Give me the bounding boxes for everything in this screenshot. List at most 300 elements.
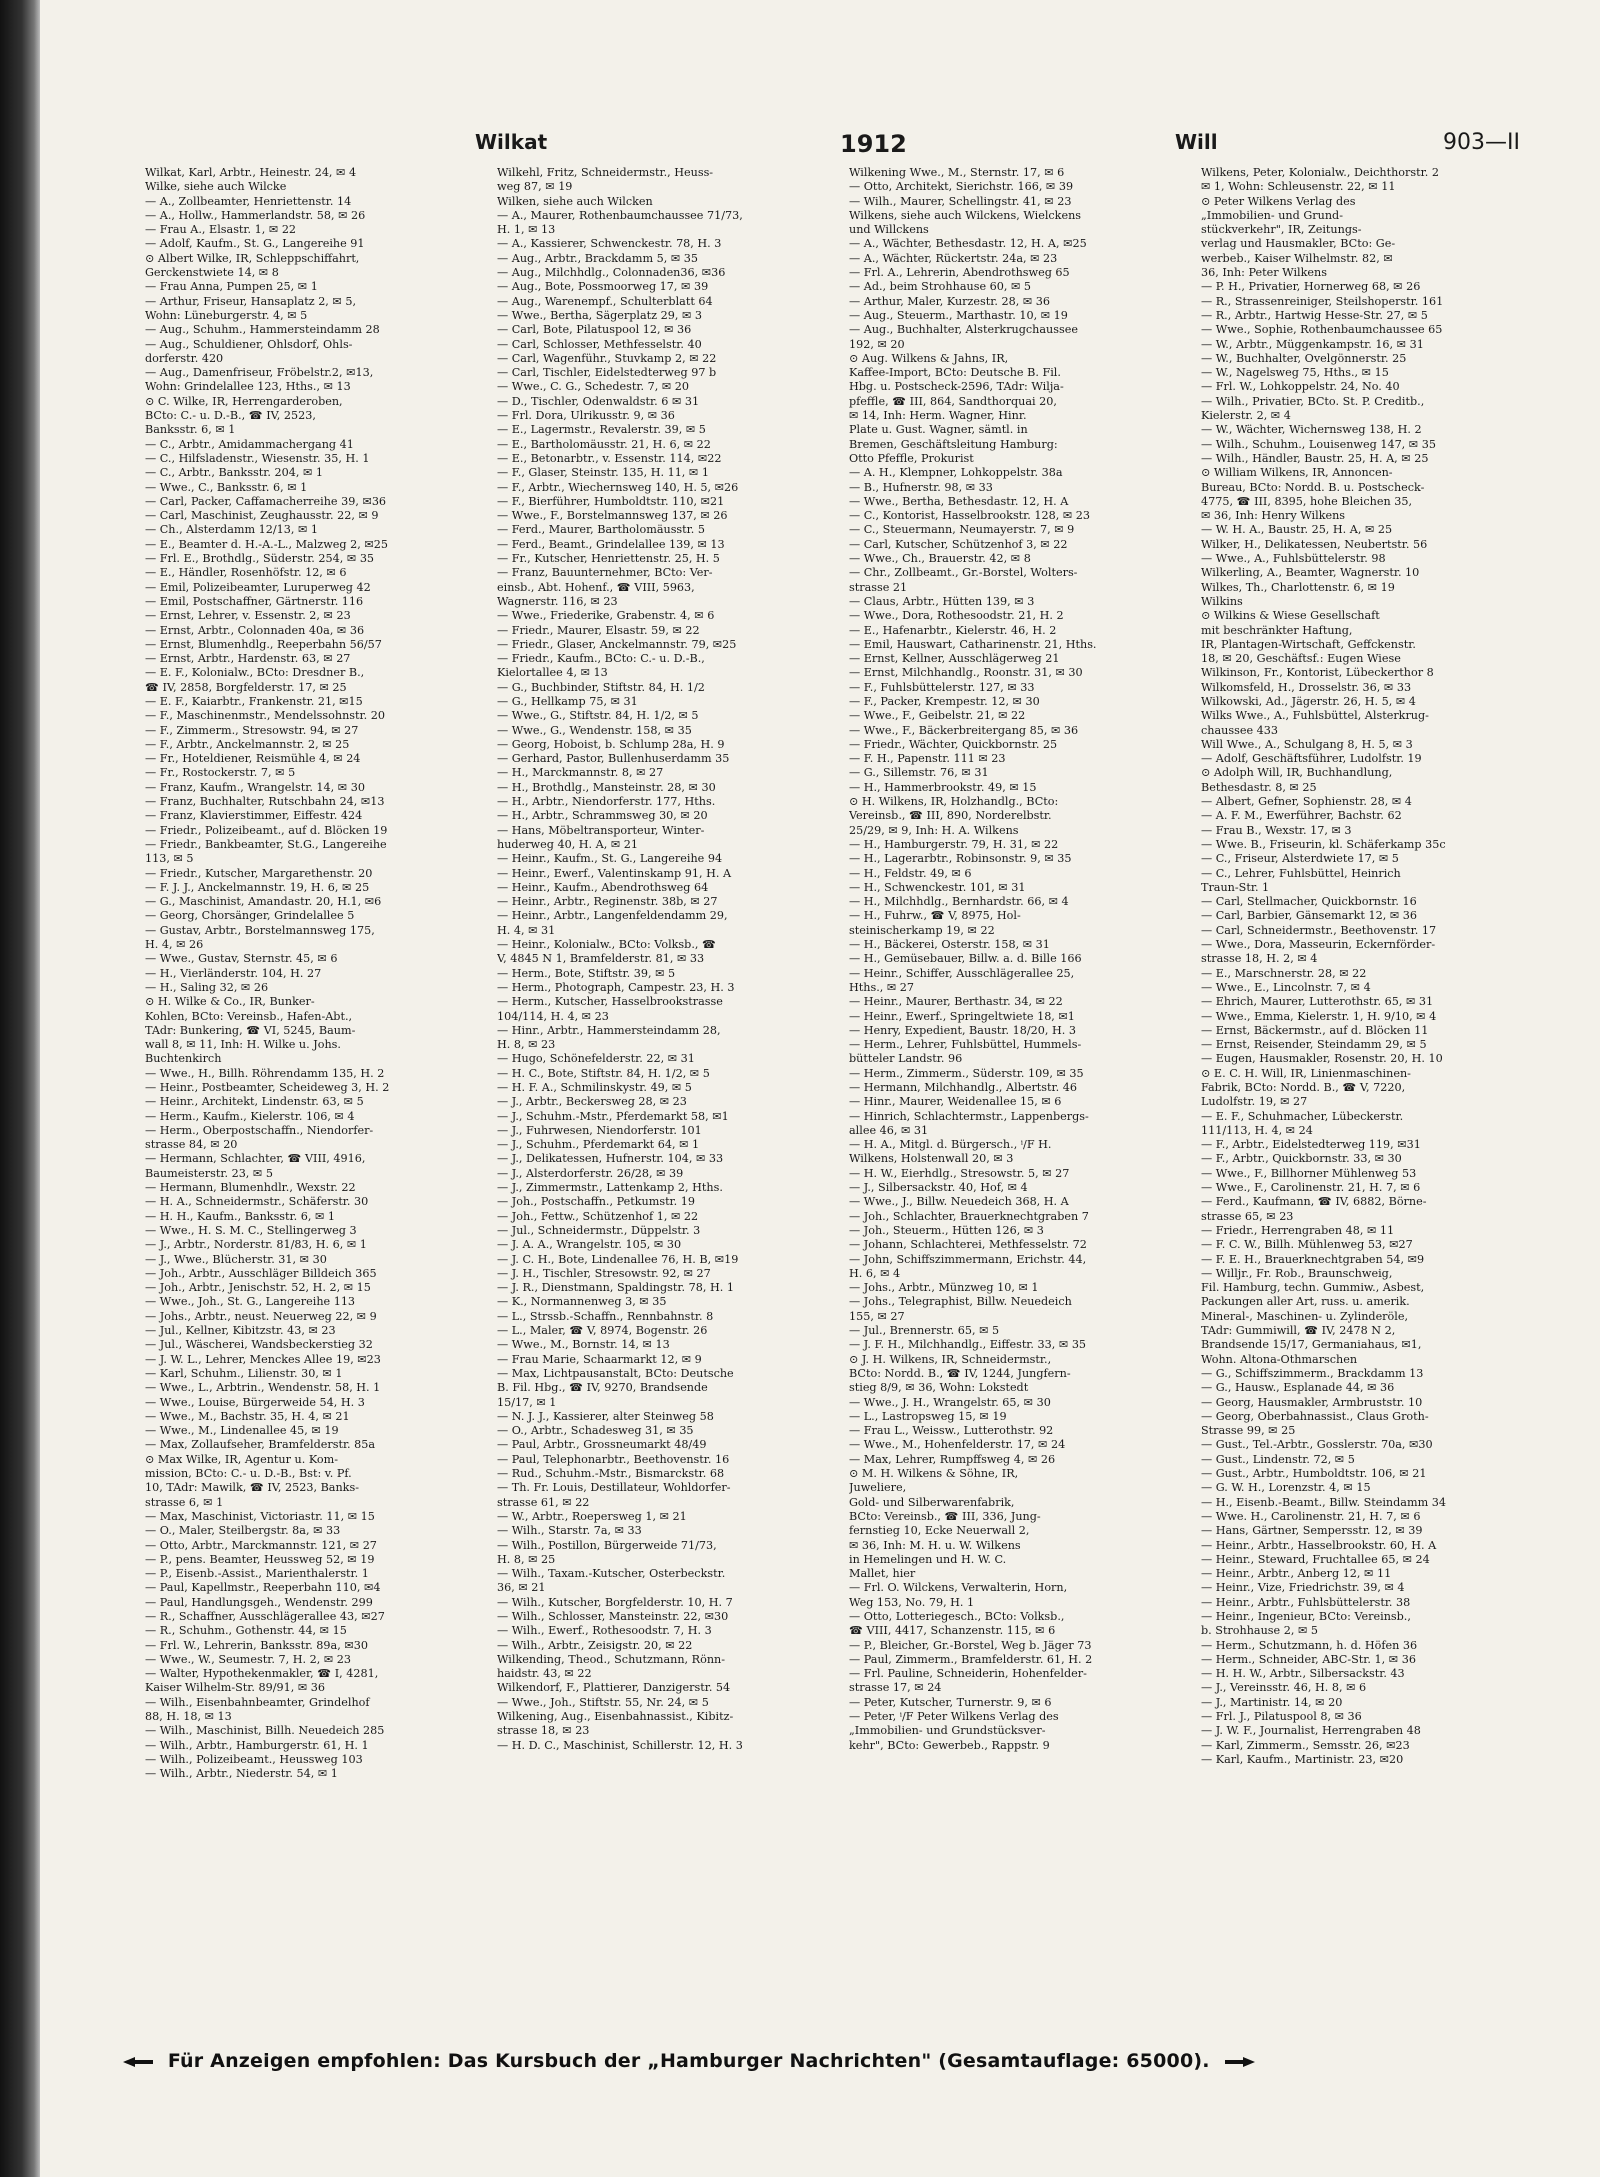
book-gutter [0, 0, 40, 2177]
directory-entry: ✉ 36, Inh: M. H. u. W. Wilkens [849, 1538, 1021, 1552]
directory-entry: — Wwe., F., Geibelstr. 21, ✉ 22 [849, 709, 1026, 723]
directory-entry: Gold- und Silberwarenfabrik, [849, 1495, 1015, 1509]
directory-entry: strasse 17, ✉ 24 [849, 1681, 942, 1695]
directory-entry: — Wwe., M., Lindenallee 45, ✉ 19 [145, 1424, 339, 1438]
directory-entry: — H. F. A., Schmilinskystr. 49, ✉ 5 [497, 1081, 692, 1094]
directory-entry: — Wilh., Starstr. 7a, ✉ 33 [497, 1524, 642, 1538]
directory-entry: b. Strohhause 2, ✉ 5 [1201, 1624, 1318, 1638]
directory-entry: H. 6, ✉ 4 [849, 1266, 901, 1280]
directory-entry: huderweg 40, H. A, ✉ 21 [497, 837, 639, 851]
directory-entry: — Joh., Schlachter, Brauerknechtgraben 7 [849, 1209, 1089, 1223]
directory-entry: — Wwe., L., Arbtrin., Wendenstr. 58, H. 1 [145, 1381, 381, 1395]
directory-entry: bütteler Landstr. 96 [849, 1052, 963, 1066]
directory-entry: — F., Arbtr., Quickbornstr. 33, ✉ 30 [1201, 1152, 1402, 1166]
directory-entry: 18, ✉ 20, Geschäftsf.: Eugen Wiese [1201, 652, 1401, 666]
directory-entry: — Wwe., Bertha, Bethesdastr. 12, H. A [849, 494, 1069, 508]
directory-entry: — P., Eisenb.-Assist., Marienthalerstr. 1 [145, 1567, 369, 1581]
directory-entry: strasse 84, ✉ 20 [145, 1138, 238, 1152]
directory-entry: — D., Tischler, Odenwaldstr. 6 ✉ 31 [497, 394, 700, 408]
directory-entry: — Ernst, Arbtr., Hardenstr. 63, ✉ 27 [145, 652, 351, 666]
directory-entry: Otto Pfeffle, Prokurist [849, 451, 974, 465]
directory-entry: — Ch., Alsterdamm 12/13, ✉ 1 [145, 523, 319, 537]
directory-entry: — Frl. E., Brothdlg., Süderstr. 254, ✉ 35 [145, 552, 375, 566]
directory-entry: — W. H. A., Baustr. 25, H. A, ✉ 25 [1201, 523, 1393, 537]
directory-entry: — Wilh., Schuhm., Louisenweg 147, ✉ 35 [1201, 437, 1436, 451]
directory-entry: — F. H., Papenstr. 111 ✉ 23 [849, 752, 1006, 766]
directory-entry: — E., Bartholomäusstr. 21, H. 6, ✉ 22 [497, 437, 711, 451]
directory-entry: — Carl, Schneidermstr., Beethovenstr. 17 [1201, 923, 1437, 937]
directory-entry: — F., Arbtr., Eidelstedterweg 119, ✉31 [1201, 1138, 1421, 1152]
directory-entry: allee 46, ✉ 31 [849, 1123, 929, 1137]
directory-entry: — E., Hafenarbtr., Kielerstr. 46, H. 2 [849, 623, 1057, 637]
directory-entry: — Heinr., Kaufm., St. G., Langereihe 94 [497, 852, 723, 866]
directory-entry: — Paul, Handlungsgeh., Wendenstr. 299 [145, 1595, 373, 1609]
directory-entry: — J., Schuhm., Pferdemarkt 64, ✉ 1 [497, 1138, 700, 1152]
directory-entry: — Heinr., Vize, Friedrichstr. 39, ✉ 4 [1201, 1581, 1405, 1595]
directory-entry: Juweliere, [849, 1481, 907, 1495]
directory-entry: Baumeisterstr. 23, ✉ 5 [145, 1166, 273, 1180]
directory-entry: Gerckenstwiete 14, ✉ 8 [145, 266, 279, 280]
directory-entry: — G., Schiffszimmerm., Brackdamm 13 [1201, 1366, 1424, 1380]
directory-entry: BCto: Vereinsb., ☎ III, 336, Jung- [849, 1509, 1041, 1523]
directory-entry: — Carl, Barbier, Gänsemarkt 12, ✉ 36 [1201, 909, 1417, 923]
directory-entry: — Fr., Kutscher, Henriettenstr. 25, H. 5 [497, 552, 720, 566]
directory-entry: — H., Saling 32, ✉ 26 [145, 980, 269, 994]
directory-entry: — P., Bleicher, Gr.-Borstel, Weg b. Jäger 73 [849, 1638, 1092, 1652]
directory-entry: — Wilh., Ewerf., Rothesoodstr. 7, H. 3 [497, 1624, 712, 1638]
directory-entry: ✉ 36, Inh: Henry Wilkens [1201, 509, 1346, 523]
directory-entry: Wilkomsfeld, H., Drosselstr. 36, ✉ 33 [1201, 680, 1412, 694]
directory-entry: — J., Delikatessen, Hufnerstr. 104, ✉ 33 [497, 1152, 724, 1166]
directory-entry: ⊙ M. H. Wilkens & Söhne, IR, [849, 1467, 1019, 1481]
directory-entry: — Ferd., Maurer, Bartholomäusstr. 5 [497, 523, 706, 537]
directory-entry: — H. W., Eierhdlg., Stresowstr. 5, ✉ 27 [849, 1166, 1070, 1180]
directory-entry: — Joh., Postschaffn., Petkumstr. 19 [497, 1195, 696, 1209]
directory-entry: Wilkending, Theod., Schutzmann, Rönn- [497, 1652, 726, 1666]
directory-entry: — Wwe., G., Stiftstr. 84, H. 1/2, ✉ 5 [497, 709, 699, 723]
directory-entry: — Georg, Oberbahnassist., Claus Groth- [1201, 1409, 1429, 1423]
directory-entry: „Immobilien- und Grund- [1201, 208, 1343, 222]
directory-entry: Wilkens, Peter, Kolonialw., Deichthorstr. 2 [1201, 166, 1439, 179]
directory-entry: Packungen aller Art, russ. u. amerik. [1201, 1295, 1410, 1309]
directory-entry: — Otto, Arbtr., Marckmannstr. 121, ✉ 27 [145, 1538, 377, 1552]
directory-entry: — Heinr., Ewerf., Valentinskamp 91, H. A [497, 866, 732, 880]
directory-entry: Strasse 99, ✉ 25 [1201, 1424, 1296, 1438]
directory-entry: — Heinr., Maurer, Berthastr. 34, ✉ 22 [849, 995, 1063, 1009]
directory-entry: Wohn: Lüneburgerstr. 4, ✉ 5 [145, 308, 308, 322]
directory-entry: — Gust., Lindenstr. 72, ✉ 5 [1201, 1452, 1355, 1466]
directory-entry: strasse 61, ✉ 22 [497, 1495, 590, 1509]
directory-entry: — Hinr., Maurer, Weidenallee 15, ✉ 6 [849, 1095, 1062, 1109]
directory-entry: — Heinr., Arbtr., Langenfeldendamm 29, [497, 909, 728, 923]
footer-text: Für Anzeigen empfohlen: Das Kursbuch der „Hamburger Nachrichten" (Gesamtauflage: 65000). [167, 2050, 1210, 2072]
directory-entry: — C., Hilfsladenstr., Wiesenstr. 35, H. 1 [145, 451, 370, 465]
directory-entry: — Rud., Schuhm.-Mstr., Bismarckstr. 68 [497, 1467, 725, 1481]
directory-entry: Wilkening, Aug., Eisenbahnassist., Kibitz- [497, 1710, 734, 1724]
directory-entry: — F., Glaser, Steinstr. 135, H. 11, ✉ 1 [497, 466, 709, 480]
directory-entry: — Wwe., H. S. M. C., Stellingerweg 3 [145, 1223, 357, 1237]
directory-entry: — Otto, Lotteriegesch., BCto: Volksb., [849, 1609, 1065, 1623]
directory-entry: — Claus, Arbtr., Hütten 139, ✉ 3 [849, 594, 1035, 608]
directory-entry: — Frau B., Wexstr. 17, ✉ 3 [1201, 823, 1352, 837]
directory-entry: — Frl. W., Lohkoppelstr. 24, No. 40 [1201, 380, 1400, 394]
directory-entry: BCto: C.- u. D.-B., ☎ IV, 2523, [145, 409, 316, 423]
directory-entry: — Paul, Zimmerm., Bramfelderstr. 61, H. 2 [849, 1652, 1093, 1666]
directory-entry: — Wwe., Louise, Bürgerweide 54, H. 3 [145, 1395, 365, 1409]
directory-entry: — O., Maler, Steilbergstr. 8a, ✉ 33 [145, 1524, 341, 1538]
directory-entry: — J., Alsterdorferstr. 26/28, ✉ 39 [497, 1166, 684, 1180]
directory-entry: — P., pens. Beamter, Heussweg 52, ✉ 19 [145, 1552, 375, 1566]
directory-entry: — H., Feldstr. 49, ✉ 6 [849, 866, 972, 880]
pointing-hand-right-icon [1223, 2055, 1257, 2069]
directory-entry: ☎ VIII, 4417, Schanzenstr. 115, ✉ 6 [849, 1624, 1056, 1638]
directory-entry: — Heinr., Schiffer, Ausschlägerallee 25, [849, 966, 1075, 980]
directory-entry: — Karl, Schuhm., Lilienstr. 30, ✉ 1 [145, 1366, 343, 1380]
directory-entry: — Friedr., Bankbeamter, St.G., Langereihe [145, 837, 387, 851]
directory-entry: — J. W. F., Journalist, Herrengraben 48 [1201, 1724, 1421, 1738]
directory-entry: — Aug., Bote, Possmoorweg 17, ✉ 39 [497, 280, 709, 294]
directory-entry: — Aug., Steuerm., Marthastr. 10, ✉ 19 [849, 308, 1068, 322]
directory-entry: — Heinr., Ewerf., Springeltwiete 18, ✉1 [849, 1009, 1075, 1023]
directory-entry: — Th. Fr. Louis, Destillateur, Wohldorfer- [497, 1481, 731, 1495]
directory-entry: — H., Arbtr., Niendorferstr. 177, Hths. [497, 795, 716, 809]
directory-entry: V, 4845 N 1, Bramfelderstr. 81, ✉ 33 [497, 952, 705, 966]
directory-entry: verlag und Hausmakler, BCto: Ge- [1201, 237, 1396, 251]
directory-entry: H. 4, ✉ 26 [145, 938, 204, 952]
directory-entry: — J. C. H., Bote, Lindenallee 76, H. B, ✉19 [497, 1252, 739, 1266]
directory-entry: — Carl, Stellmacher, Quickbornstr. 16 [1201, 895, 1417, 909]
directory-entry: — Ehrich, Maurer, Lutterothstr. 65, ✉ 31 [1201, 995, 1434, 1009]
directory-entry: — Peter, ⁱ/F Peter Wilkens Verlag des [849, 1710, 1059, 1724]
directory-entry: — Wwe. H., Carolinenstr. 21, H. 7, ✉ 6 [1201, 1509, 1421, 1523]
directory-entry: — Wwe., Gustav, Sternstr. 45, ✉ 6 [145, 952, 338, 966]
directory-entry: — Friedr., Kutscher, Margarethenstr. 20 [145, 866, 373, 880]
directory-entry: strasse 21 [849, 580, 908, 594]
directory-entry: — Frl. A., Lehrerin, Abendrothsweg 65 [849, 266, 1070, 280]
directory-entry: — E., Betonarbtr., v. Essenstr. 114, ✉22 [497, 451, 722, 465]
directory-entry: — Ernst, Lehrer, v. Essenstr. 2, ✉ 23 [145, 609, 351, 623]
directory-entry: — E., Beamter d. H.-A.-L., Malzweg 2, ✉25 [145, 537, 388, 551]
directory-entry: — A., Maurer, Rothenbaumchaussee 71/73, [497, 208, 743, 222]
directory-entry: — E. F., Kolonialw., BCto: Dresdner B., [145, 666, 365, 680]
directory-entry: 15/17, ✉ 1 [497, 1395, 557, 1409]
directory-entry: Mineral-, Maschinen- u. Zylinderöle, [1201, 1309, 1409, 1323]
directory-entry: — Friedr., Kaufm., BCto: C.- u. D.-B., [497, 652, 705, 666]
directory-entry: — H., Hammerbrookstr. 49, ✉ 15 [849, 780, 1037, 794]
directory-entry: — A., Hollw., Hammerlandstr. 58, ✉ 26 [145, 208, 366, 222]
directory-entry: TAdr: Gummiwill, ☎ IV, 2478 N 2, [1201, 1324, 1396, 1338]
directory-entry: H. 8, ✉ 23 [497, 1038, 556, 1052]
directory-entry: — H., Marckmannstr. 8, ✉ 27 [497, 766, 664, 780]
directory-entry: Wilkinson, Fr., Kontorist, Lübeckerthor 8 [1201, 666, 1434, 680]
directory-entry: — W., Arbtr., Müggenkampstr. 16, ✉ 31 [1201, 337, 1424, 351]
directory-entry: — Wwe., Dora, Rothesoodstr. 21, H. 2 [849, 609, 1064, 623]
directory-entry: — Carl, Kutscher, Schützenhof 3, ✉ 22 [849, 537, 1068, 551]
directory-entry: — H., Brothdlg., Mansteinstr. 28, ✉ 30 [497, 780, 716, 794]
directory-entry: Mallet, hier [849, 1567, 916, 1581]
directory-entry: — Aug., Arbtr., Brackdamm 5, ✉ 35 [497, 251, 699, 265]
directory-entry: — P. H., Privatier, Hornerweg 68, ✉ 26 [1201, 280, 1421, 294]
directory-entry: Will Wwe., A., Schulgang 8, H. 5, ✉ 3 [1201, 737, 1413, 751]
directory-entry: — H. D. C., Maschinist, Schillerstr. 12, H. 3 [497, 1738, 743, 1752]
directory-entry: — Wwe., Friederike, Grabenstr. 4, ✉ 6 [497, 609, 715, 623]
directory-entry: — Herm., Oberpostschaffn., Niendorfer- [145, 1123, 374, 1137]
directory-entry: — Heinr., Postbeamter, Scheideweg 3, H. 2 [145, 1081, 390, 1094]
directory-entry: — Johs., Telegraphist, Billw. Neuedeich [849, 1295, 1072, 1309]
directory-entry: 113, ✉ 5 [145, 852, 194, 866]
directory-entry: — Wilh., Maschinist, Billh. Neuedeich 285 [145, 1724, 385, 1738]
directory-entry: — Gerhard, Pastor, Bullenhuserdamm 35 [497, 752, 730, 766]
directory-entry: mission, BCto: C.- u. D.-B., Bst: v. Pf. [145, 1467, 352, 1481]
directory-entry: — G., Buchbinder, Stiftstr. 84, H. 1/2 [497, 680, 705, 694]
directory-entry: — Paul, Arbtr., Grossneumarkt 48/49 [497, 1438, 707, 1452]
directory-entry: Wilkening Wwe., M., Sternstr. 17, ✉ 6 [849, 166, 1065, 179]
directory-entry: — Wilh., Eisenbahnbeamter, Grindelhof [145, 1695, 370, 1709]
directory-entry: ✉ 14, Inh: Herm. Wagner, Hinr. [849, 409, 1027, 423]
directory-entry: — Carl, Maschinist, Zeughausstr. 22, ✉ 9 [145, 509, 379, 523]
directory-entry: strasse 18, H. 2, ✉ 4 [1201, 952, 1318, 966]
directory-entry: — G., Sillemstr. 76, ✉ 31 [849, 766, 989, 780]
directory-entry: Wohn. Altona-Othmarschen [1201, 1352, 1358, 1366]
directory-entry: — Wilh., Taxam.-Kutscher, Osterbeckstr. [497, 1567, 726, 1581]
directory-entry: — Franz, Klavierstimmer, Eiffestr. 424 [145, 809, 363, 823]
directory-entry: — H., Vierländerstr. 104, H. 27 [145, 966, 322, 980]
directory-entry: — Wwe., M., Bachstr. 35, H. 4, ✉ 21 [145, 1409, 350, 1423]
directory-entry: ⊙ William Wilkens, IR, Annoncen- [1201, 466, 1393, 480]
directory-entry: — Carl, Packer, Caffamacherreihe 39, ✉36 [145, 494, 387, 508]
directory-entry: — Wwe., F., Bäckerbreitergang 85, ✉ 36 [849, 723, 1079, 737]
directory-page [40, 0, 1600, 2177]
directory-entry: strasse 6, ✉ 1 [145, 1495, 224, 1509]
directory-entry: Hbg. u. Postscheck-2596, TAdr: Wilja- [849, 380, 1064, 394]
directory-entry: — L., Maler, ☎ V, 8974, Bogenstr. 26 [497, 1324, 708, 1338]
directory-entry: — Hermann, Milchhandlg., Albertstr. 46 [849, 1081, 1077, 1094]
directory-entry: — Wwe., Joh., Stiftstr. 55, Nr. 24, ✉ 5 [497, 1695, 709, 1709]
directory-entry: ☎ IV, 2858, Borgfelderstr. 17, ✉ 25 [145, 680, 347, 694]
directory-entry: Buchtenkirch [145, 1052, 222, 1066]
directory-entry: — Wwe., J., Billw. Neuedeich 368, H. A [849, 1195, 1069, 1209]
directory-entry: — Ernst, Reisender, Steindamm 29, ✉ 5 [1201, 1038, 1427, 1052]
page-number: 903—II [1443, 130, 1520, 155]
directory-entry: — R., Strassenreiniger, Steilshoperstr. 161 [1201, 294, 1444, 308]
directory-entry: 10, TAdr: Mawilk, ☎ IV, 2523, Banks- [145, 1481, 359, 1495]
directory-entry: — Franz, Bauunternehmer, BCto: Ver- [497, 566, 713, 580]
directory-entry: — Frl. W., Lehrerin, Banksstr. 89a, ✉30 [145, 1638, 368, 1652]
directory-entry: — E. F., Kaiarbtr., Frankenstr. 21, ✉15 [145, 694, 363, 708]
directory-entry: — Wwe., M., Hohenfelderstr. 17, ✉ 24 [849, 1438, 1066, 1452]
directory-entry: — Frau Marie, Schaarmarkt 12, ✉ 9 [497, 1352, 702, 1366]
directory-entry: — Arthur, Friseur, Hansaplatz 2, ✉ 5, [145, 294, 357, 308]
directory-entry: — C., Kontorist, Hasselbrookstr. 128, ✉ 23 [849, 509, 1091, 523]
directory-entry: — Herm., Zimmerm., Süderstr. 109, ✉ 35 [849, 1066, 1084, 1080]
directory-entry: Wilks Wwe., A., Fuhlsbüttel, Alsterkrug- [1201, 709, 1429, 723]
directory-entry: Wilkehl, Fritz, Schneidermstr., Heuss- [497, 166, 714, 179]
directory-entry: — Wilh., Kutscher, Borgfelderstr. 10, H. 7 [497, 1595, 733, 1609]
directory-entry: — Frl. Dora, Ulrikusstr. 9, ✉ 36 [497, 409, 675, 423]
directory-entry: 155, ✉ 27 [849, 1309, 905, 1323]
directory-entry: — Otto, Architekt, Sierichstr. 166, ✉ 39 [849, 180, 1074, 194]
directory-entry: — Hinr., Arbtr., Hammersteindamm 28, [497, 1023, 721, 1037]
directory-entry: — J., Zimmermstr., Lattenkamp 2, Hths. [497, 1181, 723, 1195]
directory-entry: ⊙ H. Wilke & Co., IR, Bunker- [145, 995, 315, 1009]
directory-entry: Bremen, Geschäftsleitung Hamburg: [849, 437, 1058, 451]
directory-entry: — E., Lagermstr., Revalerstr. 39, ✉ 5 [497, 423, 706, 437]
directory-entry: — Chr., Zollbeamt., Gr.-Borstel, Wolters- [849, 566, 1078, 580]
directory-entry: — Hinrich, Schlachtermstr., Lappenbergs- [849, 1109, 1089, 1123]
directory-entry: — Wilh., Postillon, Bürgerweide 71/73, [497, 1538, 717, 1552]
directory-entry: — Joh., Arbtr., Ausschläger Billdeich 365 [145, 1266, 377, 1280]
directory-entry: Wilkins [1201, 594, 1243, 608]
directory-entry: — Max, Maschinist, Victoriastr. 11, ✉ 15 [145, 1509, 375, 1523]
directory-entry: — Heinr., Arbtr., Hasselbrookstr. 60, H. A [1201, 1538, 1437, 1552]
directory-entry: — F., Zimmerm., Stresowstr. 94, ✉ 27 [145, 723, 359, 737]
directory-entry: dorferstr. 420 [145, 351, 224, 365]
header-right-keyword: Will [1175, 130, 1218, 154]
directory-column-3 [849, 166, 1191, 1782]
directory-entry: — Herm., Photograph, Campestr. 23, H. 3 [497, 980, 735, 994]
directory-entry: Wilkens, siehe auch Wilckens, Wielckens [849, 208, 1082, 222]
directory-entry: — Wilh., Arbtr., Zeisigstr. 20, ✉ 22 [497, 1638, 693, 1652]
directory-entry: Kohlen, BCto: Vereinsb., Hafen-Abt., [145, 1009, 353, 1023]
directory-entry: — C., Steuermann, Neumayerstr. 7, ✉ 9 [849, 523, 1075, 537]
directory-entry: — A., Wächter, Rückertstr. 24a, ✉ 23 [849, 251, 1058, 265]
pointing-hand-left-icon [121, 2055, 155, 2069]
directory-entry: Fil. Hamburg, techn. Gummiw., Asbest, [1201, 1281, 1425, 1295]
directory-entry: — Heinr., Steward, Fruchtallee 65, ✉ 24 [1201, 1552, 1430, 1566]
directory-entry: Banksstr. 6, ✉ 1 [145, 423, 236, 437]
directory-entry: — Ernst, Arbtr., Colonnaden 40a, ✉ 36 [145, 623, 365, 637]
directory-entry: — Wwe., F., Billhorner Mühlenweg 53 [1201, 1166, 1417, 1180]
directory-entry: IR, Plantagen-Wirtschaft, Geffckenstr. [1201, 637, 1416, 651]
directory-entry: — C., Lehrer, Fuhlsbüttel, Heinrich [1201, 866, 1401, 880]
directory-entry: — F., Fuhlsbüttelerstr. 127, ✉ 33 [849, 680, 1035, 694]
directory-column-2 [497, 166, 839, 1782]
directory-entry: — J., Vereinsstr. 46, H. 8, ✉ 6 [1201, 1681, 1367, 1695]
directory-entry: — Arthur, Maler, Kurzestr. 28, ✉ 36 [849, 294, 1051, 308]
directory-entry: — Joh., Steuerm., Hütten 126, ✉ 3 [849, 1223, 1044, 1237]
directory-entry: — Hans, Möbeltransporteur, Winter- [497, 823, 705, 837]
directory-entry: — W., Buchhalter, Ovelgönnerstr. 25 [1201, 351, 1407, 365]
directory-entry: — Fr., Hoteldiener, Reismühle 4, ✉ 24 [145, 752, 361, 766]
directory-entry: — Ernst, Bäckermstr., auf d. Blöcken 11 [1201, 1023, 1429, 1037]
directory-entry: — Hermann, Schlachter, ☎ VIII, 4916, [145, 1152, 366, 1166]
directory-entry: — Wwe., G., Wendenstr. 158, ✉ 35 [497, 723, 692, 737]
directory-entry: mit beschränkter Haftung, [1201, 623, 1353, 637]
directory-entry: — Emil, Polizeibeamter, Luruperweg 42 [145, 580, 371, 594]
directory-entry: — Ferd., Kaufmann, ☎ IV, 6882, Börne- [1201, 1195, 1427, 1209]
directory-entry: — H., Hamburgerstr. 79, H. 31, ✉ 22 [849, 837, 1059, 851]
directory-entry: — H., Gemüsebauer, Billw. a. d. Bille 166 [849, 952, 1082, 966]
directory-entry: — Carl, Tischler, Eidelstedterweg 97 b [497, 366, 717, 380]
directory-entry: B. Fil. Hbg., ☎ IV, 9270, Brandsende [497, 1381, 708, 1395]
directory-entry: strasse 65, ✉ 23 [1201, 1209, 1294, 1223]
directory-entry: — G., Hellkamp 75, ✉ 31 [497, 694, 638, 708]
directory-entry: — F., Maschinenmstr., Mendelssohnstr. 20 [145, 709, 385, 723]
directory-entry: — Aug., Warenempf., Schulterblatt 64 [497, 294, 713, 308]
directory-entry: Wilkes, Th., Charlottenstr. 6, ✉ 19 [1201, 580, 1395, 594]
directory-entry: Brandsende 15/17, Germaniahaus, ✉1, [1201, 1338, 1422, 1352]
directory-entry: — Wwe., M., Bornstr. 14, ✉ 13 [497, 1338, 670, 1352]
page-header [145, 122, 1550, 160]
directory-entry: ⊙ Max Wilke, IR, Agentur u. Kom- [145, 1452, 339, 1466]
directory-entry: — Max, Zollaufseher, Bramfelderstr. 85a [145, 1438, 376, 1452]
directory-entry: — Aug., Schuhm., Hammersteindamm 28 [145, 323, 380, 337]
directory-entry: — Franz, Buchhalter, Rutschbahn 24, ✉13 [145, 795, 385, 809]
directory-entry: — Fr., Rostockerstr. 7, ✉ 5 [145, 766, 296, 780]
directory-entry: Kaiser Wilhelm-Str. 89/91, ✉ 36 [145, 1681, 326, 1695]
directory-column-4 [1201, 166, 1543, 1782]
directory-entry: — H. A., Mitgl. d. Bürgersch., ⁱ/F H. [849, 1138, 1052, 1152]
directory-entry: H. 1, ✉ 13 [497, 223, 556, 237]
directory-entry: Fabrik, BCto: Nordd. B., ☎ V, 7220, [1201, 1081, 1406, 1094]
directory-entry: — Jul., Schneidermstr., Düppelstr. 3 [497, 1223, 701, 1237]
directory-entry: Wilker, H., Delikatessen, Neubertstr. 56 [1201, 537, 1428, 551]
directory-entry: — Paul, Telephonarbtr., Beethovenstr. 16 [497, 1452, 730, 1466]
directory-entry: — Heinr., Kaufm., Abendrothsweg 64 [497, 880, 709, 894]
directory-entry: — Frl. Pauline, Schneiderin, Hohenfelder- [849, 1667, 1087, 1681]
directory-entry: — Frau A., Elsastr. 1, ✉ 22 [145, 223, 297, 237]
directory-entry: — F., Arbtr., Wiechernsweg 140, H. 5, ✉26 [497, 480, 739, 494]
directory-entry: — Wilh., Polizeibeamt., Heussweg 103 [145, 1752, 363, 1766]
directory-entry: 104/114, H. 4, ✉ 23 [497, 1009, 609, 1023]
directory-entry: — Ferd., Beamt., Grindelallee 139, ✉ 13 [497, 537, 725, 551]
directory-entry: — Wwe., Sophie, Rothenbaumchaussee 65 [1201, 323, 1443, 337]
directory-entry: ⊙ Adolph Will, IR, Buchhandlung, [1201, 766, 1393, 780]
directory-entry: — Wwe., F., Borstelmannsweg 137, ✉ 26 [497, 509, 728, 523]
directory-entry: Plate u. Gust. Wagner, sämtl. in [849, 423, 1028, 437]
directory-entry: Wilkerling, A., Beamter, Wagnerstr. 10 [1201, 566, 1420, 580]
directory-entry: — Friedr., Maurer, Elsastr. 59, ✉ 22 [497, 623, 700, 637]
directory-entry: — Emil, Postschaffner, Gärtnerstr. 116 [145, 594, 364, 608]
advertisement-footer [115, 2050, 1445, 2072]
directory-entry: ⊙ Aug. Wilkens & Jahns, IR, [849, 351, 1009, 365]
directory-entry: — Henry, Expedient, Baustr. 18/20, H. 3 [849, 1023, 1076, 1037]
directory-entry: — Wwe. B., Friseurin, kl. Schäferkamp 35c [1201, 837, 1446, 851]
directory-entry: — H., Eisenb.-Beamt., Billw. Steindamm 34 [1201, 1495, 1446, 1509]
directory-entry: — Wwe., E., Lincolnstr. 7, ✉ 4 [1201, 980, 1371, 994]
directory-entry: — Ernst, Milchhandlg., Roonstr. 31, ✉ 30 [849, 666, 1083, 680]
directory-entry: — Ernst, Blumenhdlg., Reeperbahn 56/57 [145, 637, 382, 651]
directory-entry: — Wwe., Joh., St. G., Langereihe 113 [145, 1295, 356, 1309]
directory-entry: — Carl, Bote, Pilatuspool 12, ✉ 36 [497, 323, 692, 337]
directory-entry: — Herm., Bote, Stiftstr. 39, ✉ 5 [497, 966, 676, 980]
directory-entry: — B., Hufnerstr. 98, ✉ 33 [849, 480, 993, 494]
directory-entry: stückverkehr", IR, Zeitungs- [1201, 223, 1362, 237]
directory-entry: — J. A. A., Wrangelstr. 105, ✉ 30 [497, 1238, 682, 1252]
directory-entry: Wilkat, Karl, Arbtr., Heinestr. 24, ✉ 4 [145, 166, 357, 179]
directory-entry: ⊙ H. Wilkens, IR, Holzhandlg., BCto: [849, 795, 1059, 809]
directory-entry: — Hugo, Schönefelderstr. 22, ✉ 31 [497, 1052, 695, 1066]
directory-entry: Wilkendorf, F., Plattierer, Danzigerstr. 54 [497, 1681, 731, 1695]
directory-entry: — Wwe., W., Seumestr. 7, H. 2, ✉ 23 [145, 1652, 351, 1666]
directory-entry: ⊙ E. C. H. Will, IR, Linienmaschinen- [1201, 1066, 1411, 1080]
directory-entry: — Wwe., C. G., Schedestr. 7, ✉ 20 [497, 380, 689, 394]
directory-entry: 192, ✉ 20 [849, 337, 905, 351]
directory-entry: — H. H., Kaufm., Banksstr. 6, ✉ 1 [145, 1209, 336, 1223]
directory-entry: ⊙ Albert Wilke, IR, Schleppschiffahrt, [145, 251, 360, 265]
directory-entry: — Jul., Kellner, Kibitzstr. 43, ✉ 23 [145, 1324, 336, 1338]
directory-entry: — H. H. W., Arbtr., Silbersackstr. 43 [1201, 1667, 1405, 1681]
directory-entry: TAdr: Bunkering, ☎ VI, 5245, Baum- [145, 1023, 356, 1037]
directory-entry: — H. C., Bote, Stiftstr. 84, H. 1/2, ✉ 5 [497, 1066, 710, 1080]
directory-entry: — Gust., Tel.-Arbtr., Gosslerstr. 70a, ✉30 [1201, 1438, 1433, 1452]
directory-entry: — Aug., Milchhdlg., Colonnaden36, ✉36 [497, 266, 726, 280]
directory-entry: — A. F. M., Ewerführer, Bachstr. 62 [1201, 809, 1402, 823]
directory-entry: Bureau, BCto: Nordd. B. u. Postscheck- [1201, 480, 1425, 494]
directory-entry: — J., Martinistr. 14, ✉ 20 [1201, 1695, 1343, 1709]
directory-entry: Wagnerstr. 116, ✉ 23 [497, 594, 618, 608]
directory-entry: — John, Schiffszimmermann, Erichstr. 44, [849, 1252, 1087, 1266]
